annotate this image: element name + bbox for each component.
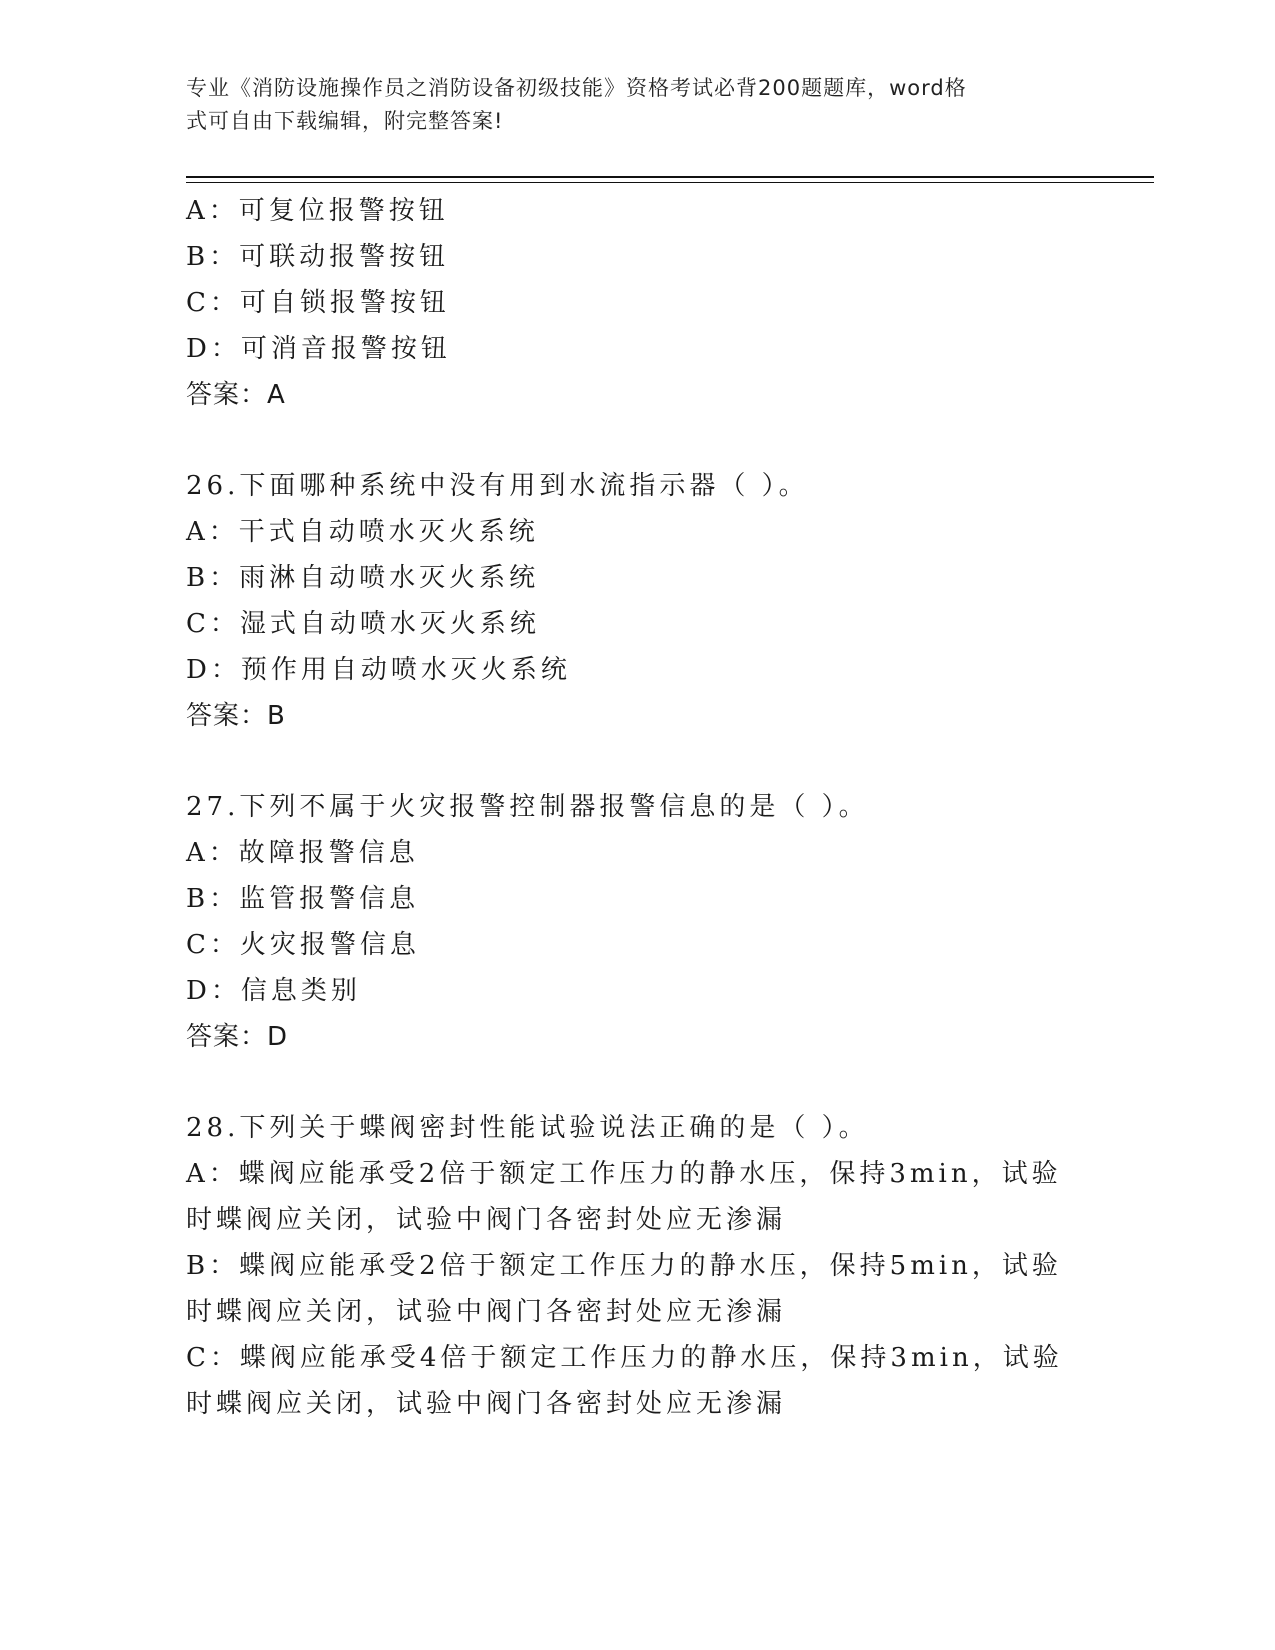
option-c: C：蝶阀应能承受4倍于额定工作压力的静水压，保持3min，试验时蝶阀应关闭，试验中阀门各密封处应无渗漏 [186,1343,1063,1419]
option-a: A：蝶阀应能承受2倍于额定工作压力的静水压，保持3min，试验时蝶阀应关闭，试验中阀门各密封处应无渗漏 [186,1159,1062,1235]
option-c: C：湿式自动喷水灭火系统 [186,609,540,639]
option-b: B：监管报警信息 [186,884,420,914]
document-header [186,72,1076,138]
question-title: 28.下列关于蝶阀密封性能试验说法正确的是（ ）。 [186,1113,869,1143]
option-d: D：信息类别 [186,976,361,1006]
option-a: A：干式自动喷水灭火系统 [186,517,539,547]
question-27 [186,784,1146,1060]
header-line-2: 式可自由下载编辑，附完整答案! [186,109,504,133]
option-b: B：可联动报警按钮 [186,242,450,272]
question-25 [186,188,1146,418]
question-26 [186,463,1146,739]
question-title: 26.下面哪种系统中没有用到水流指示器（ ）。 [186,471,809,501]
question-28 [186,1105,1146,1427]
option-b: B：蝶阀应能承受2倍于额定工作压力的静水压，保持5min，试验时蝶阀应关闭，试验中阀门各密封处应无渗漏 [186,1251,1062,1327]
option-d: D：预作用自动喷水灭火系统 [186,655,571,685]
answer: 答案：B [186,701,286,731]
option-a: A：故障报警信息 [186,838,419,868]
header-rule-thin [186,182,1154,183]
option-a: A：可复位报警按钮 [186,196,449,226]
answer: 答案：D [186,1022,289,1052]
option-d: D：可消音报警按钮 [186,334,451,364]
header-rule-thick [186,176,1154,178]
question-title: 27.下列不属于火灾报警控制器报警信息的是（ ）。 [186,792,869,822]
option-b: B：雨淋自动喷水灭火系统 [186,563,540,593]
answer: 答案：A [186,380,286,410]
header-line-1: 专业《消防设施操作员之消防设备初级技能》资格考试必背200题题库，word格 [186,76,967,100]
question-content [186,188,1146,1427]
option-c: C：可自锁报警按钮 [186,288,450,318]
option-c: C：火灾报警信息 [186,930,420,960]
